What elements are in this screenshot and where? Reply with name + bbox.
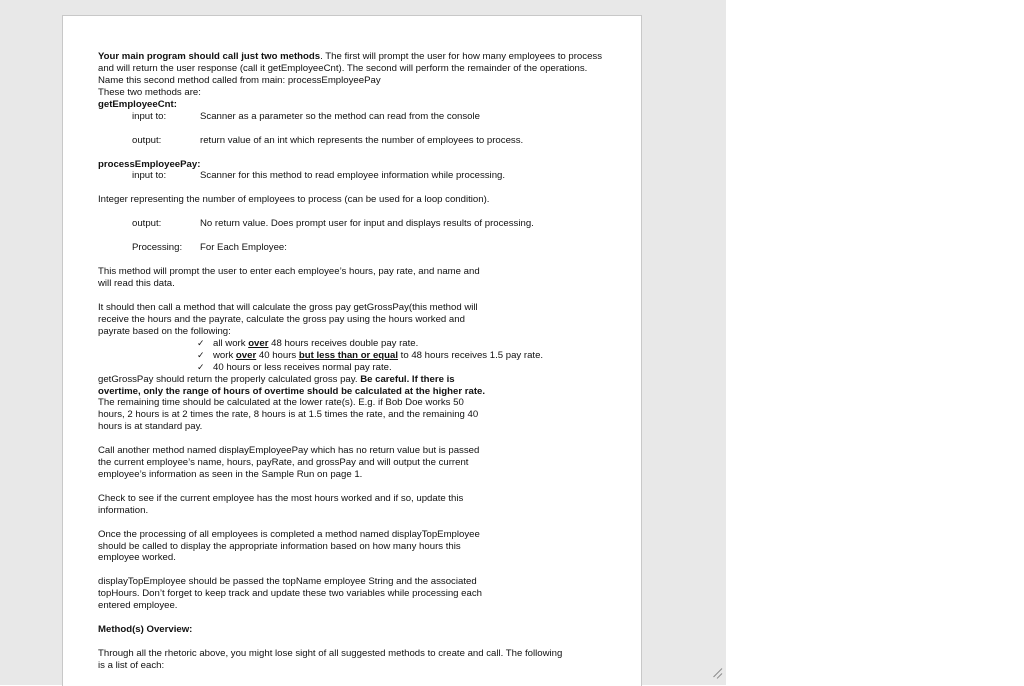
process-input-value-1: Scanner for this method to read employee information while processing. [200, 170, 506, 182]
rule-2: ✓ work over 40 hours but less than or equal to 48 hours receives 1.5 pay rate. [197, 349, 544, 361]
para-check-top: Check to see if the current employee has the most hours worked and if so, update this information. [98, 492, 464, 516]
processing-value: For Each Employee: [200, 242, 287, 254]
process-employee-pay-heading: processEmployeePay: [98, 158, 201, 170]
process-output-row [98, 218, 606, 230]
intro-paragraph [98, 51, 606, 87]
para-display-employee-pay: Call another method named displayEmployeePay which has no return value but is passed the current employee’s name, hours, payRate, and grossPay and will output the current employee’s information as seen in the Sample Run on page 1. [98, 445, 480, 480]
rule-3: ✓ 40 hours or less receives normal pay rate. [197, 361, 392, 373]
get-cnt-input-value: Scanner as a parameter so the method can read from the console [200, 110, 480, 122]
processing-label: Processing: [132, 242, 183, 254]
method-overview-heading: Method(s) Overview: [98, 624, 193, 636]
method-overview-text: Through all the rhetoric above, you might lose sight of all suggested methods to create and call. The following [98, 648, 563, 659]
method-overview-clipped-line: is a list of each: [98, 659, 165, 671]
blank-right-pane [726, 0, 1024, 685]
intro-bold: Your main program should call just two methods [98, 51, 321, 62]
checkmark-icon: ✓ [197, 337, 205, 348]
get-cnt-input-label: input to: [132, 110, 167, 122]
process-output-label: output: [132, 218, 162, 230]
para-display-top-employee: displayTopEmployee should be passed the topName employee String and the associated topHours. Don’t forget to keep track and update these two variables while processing each entered employee. [98, 576, 482, 612]
two-methods-label: These two methods are: [98, 86, 201, 98]
process-input-row [98, 170, 606, 182]
para-prompt: This method will prompt the user to enter each employee’s hours, pay rate, and name and will read this data. [98, 266, 480, 290]
para-return: getGrossPay should return the properly calculated gross pay. Be careful. If there is overtime, only the range of hours of overtime should be calculated at the higher rate. The remaining time should be calculated at the lower rate(s). E.g. if Bob Doe works 50 hours, 2 hours is at 2 times the rate, 8 hours is at 1.5 times the rate, and the remaining 40 hours is at standard pay. [98, 373, 486, 433]
processing-row [98, 242, 606, 254]
para-once-complete: Once the processing of all employees is completed a method named displayTopEmployee should be called to display the appropriate information based on how many hours this employee worked. [98, 528, 480, 564]
get-employee-cnt-heading: getEmployeeCnt: [98, 98, 177, 110]
para-gross-pay: It should then call a method that will calculate the gross pay getGrossPay(this method will receive the hours and the payrate, calculate the gross pay using the hours worked and payrate based on the following: [98, 302, 478, 337]
get-cnt-output-label: output: [132, 134, 162, 146]
checkmark-icon: ✓ [197, 361, 205, 372]
process-input-value-2: Integer representing the number of employees to process (can be used for a loop condition). [98, 194, 490, 206]
get-cnt-output-value: return value of an int which represents the number of employees to process. [200, 134, 524, 146]
get-cnt-output-row [98, 135, 606, 147]
resize-grip-icon[interactable] [708, 666, 722, 680]
process-input-label: input to: [132, 170, 167, 182]
document-body [98, 51, 606, 672]
intro-rest: . The first will prompt the user for how many employees to process and will return the user response (call it getEmployeeCnt). The second will perform the remainder of the operations. Name this second method called from main: processEmployeePay [98, 51, 602, 86]
document-page [62, 15, 642, 686]
process-output-value: No return value. Does prompt user for input and displays results of processing. [200, 218, 534, 230]
rule-1: ✓ all work over 48 hours receives double pay rate. [197, 337, 419, 349]
checkmark-icon: ✓ [197, 349, 205, 360]
get-cnt-input-row [98, 111, 606, 123]
